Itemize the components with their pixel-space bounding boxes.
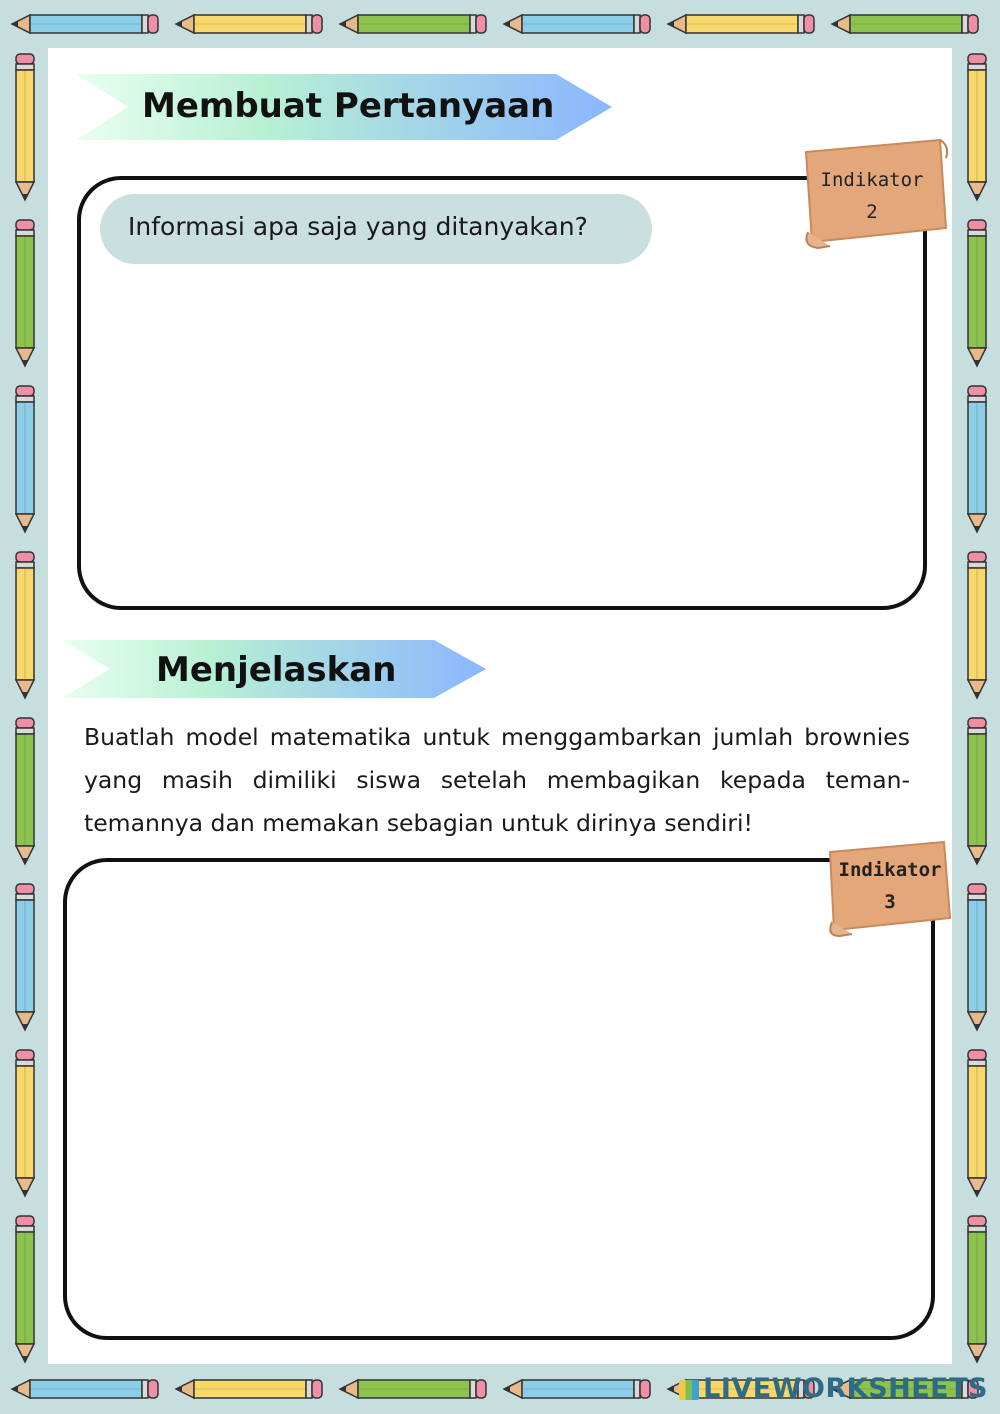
indicator-label-2 [832,854,948,918]
pencil-icon [966,218,988,368]
section-heading-1: Membuat Pertanyaan [142,86,555,126]
pencil-icon [174,1378,324,1400]
pencil-icon [14,1048,36,1198]
pencil-icon [966,716,988,866]
pencil-icon [966,882,988,1032]
pencil-icon [14,218,36,368]
liveworksheets-logo-icon [679,1380,699,1400]
indicator-word-1: Indikator [820,169,924,191]
pencil-icon [14,384,36,534]
question-pill [100,194,652,264]
pencil-icon [174,13,324,35]
pencil-icon [502,1378,652,1400]
pencil-icon [966,1214,988,1364]
pencil-icon [338,13,488,35]
pencil-icon [14,716,36,866]
pencil-icon [14,550,36,700]
indicator-number-2: 3 [884,891,896,913]
pencil-icon [502,13,652,35]
pencil-icon [14,882,36,1032]
pencil-icon [666,13,816,35]
pencil-icon [830,13,980,35]
answer-box-2[interactable] [63,858,935,1340]
pencil-icon [338,1378,488,1400]
indicator-number-1: 2 [866,201,878,223]
pencil-icon [14,1214,36,1364]
pencil-icon [10,13,160,35]
question-text: Informasi apa saja yang ditanyakan? [128,212,588,241]
instruction-paragraph: Buatlah model matematika untuk menggambarkan jumlah brownies yang masih dimiliki siswa setelah membagikan kepada teman-temannya dan memakan sebagian untuk dirinya sendiri! [84,723,910,837]
section-heading-2: Menjelaskan [156,650,397,690]
indicator-label-1 [812,164,932,228]
pencil-icon [966,52,988,202]
indicator-word-2: Indikator [838,859,942,881]
pencil-icon [10,1378,160,1400]
watermark-text: LIVEWORKSHEETS [703,1373,988,1404]
pencil-icon [966,1048,988,1198]
liveworksheets-logo [679,1373,988,1404]
pencil-icon [966,550,988,700]
pencil-icon [966,384,988,534]
pencil-icon [14,52,36,202]
